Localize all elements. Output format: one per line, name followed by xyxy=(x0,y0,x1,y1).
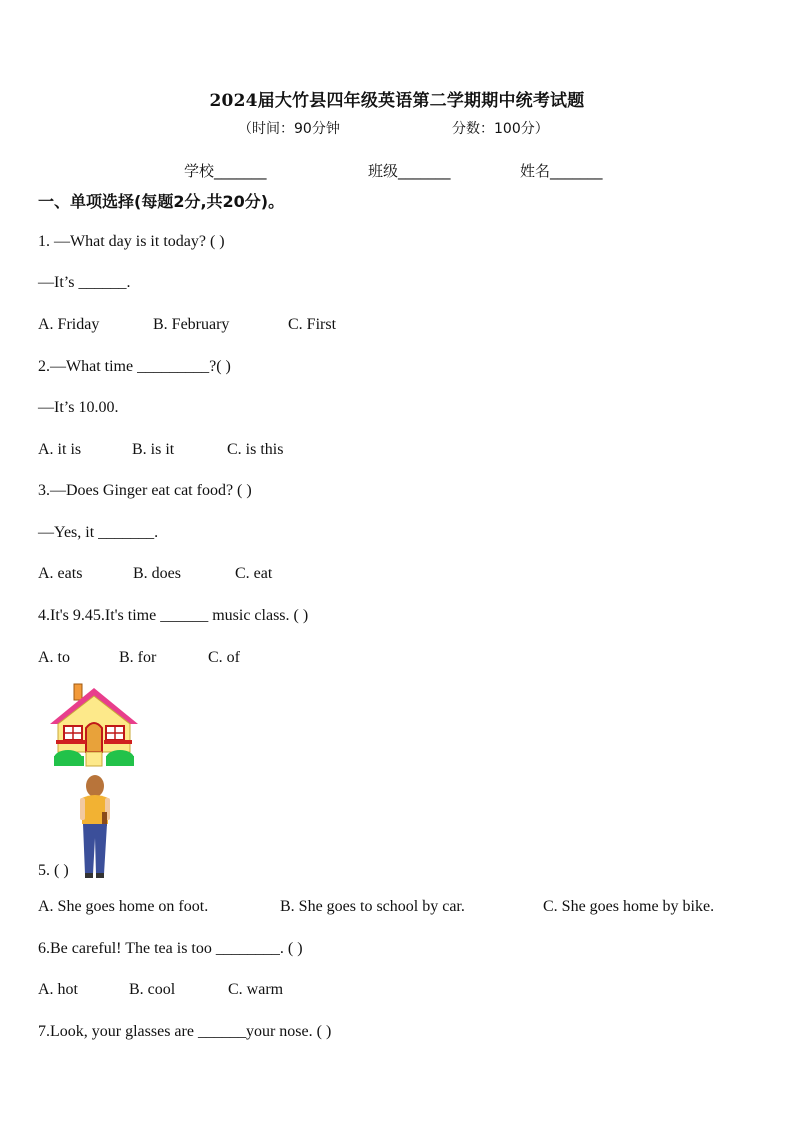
question-1-option-b: B. February xyxy=(153,316,230,333)
page-title: 2024届大竹县四年级英语第二学期期中统考试题 xyxy=(209,91,585,111)
question-2-option-b: B. is it xyxy=(132,441,175,458)
question-3-stem: 3.—Does Ginger eat cat food? ( ) xyxy=(38,482,252,499)
school-field: 学校_______ xyxy=(184,162,267,180)
question-1-option-a: A. Friday xyxy=(38,316,100,333)
question-5-option-b: B. She goes to school by car. xyxy=(280,898,465,915)
exam-time: （时间：90分钟 xyxy=(238,121,340,137)
question-6-option-a: A. hot xyxy=(38,981,78,998)
question-5-option-a: A. She goes home on foot. xyxy=(38,898,209,915)
question-4-option-b: B. for xyxy=(119,649,157,666)
question-7-stem: 7.Look, your glasses are ______your nose. ( ) xyxy=(38,1023,332,1040)
house-illustration xyxy=(50,682,140,768)
question-5-stem: 5. ( ) xyxy=(38,862,69,879)
question-3-option-a: A. eats xyxy=(38,565,83,582)
question-3-answer-line: —Yes, it _______. xyxy=(38,524,159,541)
question-1-answer-line: —It’s ______. xyxy=(38,274,131,291)
question-2-stem: 2.—What time _________?( ) xyxy=(38,358,231,375)
name-field: 姓名_______ xyxy=(520,162,603,180)
section-heading: 一、单项选择(每题2分,共20分)。 xyxy=(38,192,285,211)
question-2-option-a: A. it is xyxy=(38,441,82,458)
question-3-option-b: B. does xyxy=(133,565,181,582)
question-1-stem: 1. —What day is it today? ( ) xyxy=(38,233,225,250)
walking-girl-illustration xyxy=(74,774,116,880)
question-1-option-c: C. First xyxy=(288,316,337,333)
question-6-option-b: B. cool xyxy=(129,981,176,998)
class-field: 班级_______ xyxy=(368,162,451,180)
question-4-option-c: C. of xyxy=(208,649,240,666)
question-4-option-a: A. to xyxy=(38,649,70,666)
question-4-stem: 4.It's 9.45.It's time ______ music class. ( ) xyxy=(38,607,309,624)
question-2-option-c: C. is this xyxy=(227,441,284,458)
question-2-answer-line: —It’s 10.00. xyxy=(38,399,119,416)
question-5-option-c: C. She goes home by bike. xyxy=(543,898,715,915)
question-6-stem: 6.Be careful! The tea is too ________. ( ) xyxy=(38,940,303,957)
question-6-option-c: C. warm xyxy=(228,981,284,998)
exam-score: 分数：100分） xyxy=(452,121,549,137)
question-3-option-c: C. eat xyxy=(235,565,273,582)
